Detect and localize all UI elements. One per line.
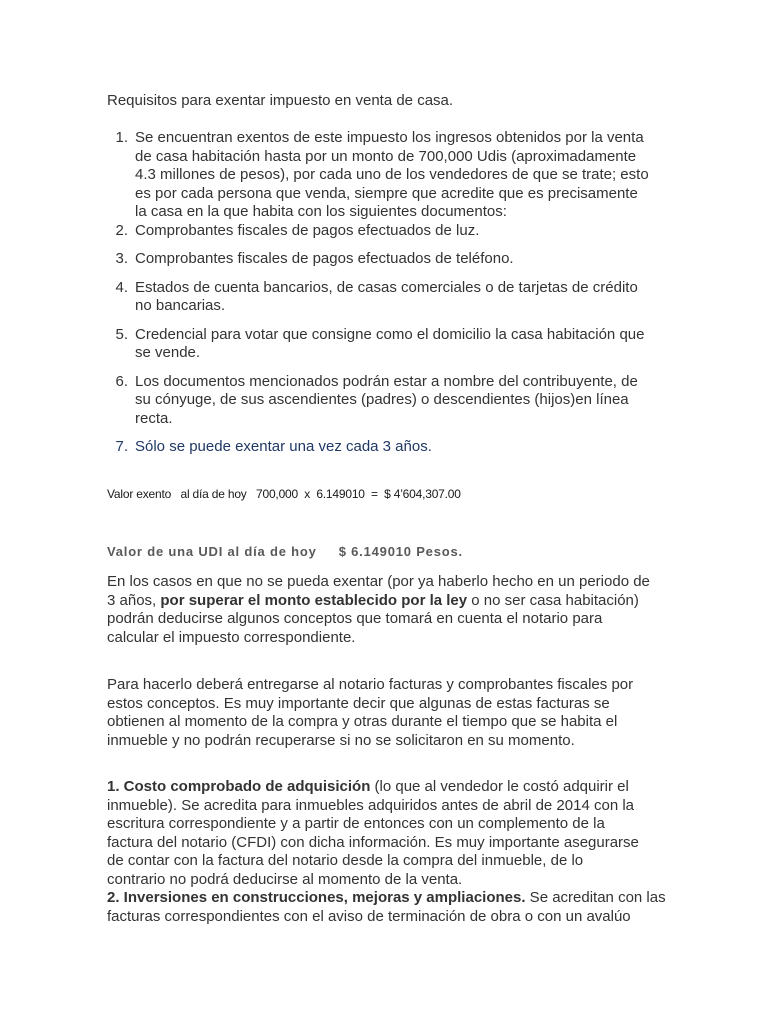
paragraph-line: de contar con la factura del notario desde la compra del inmueble, de lo [107, 852, 584, 869]
paragraph-line [107, 592, 650, 611]
deductions-paragraph [107, 778, 666, 926]
requirement-item-6 [107, 373, 667, 429]
requirement-item-3 [107, 250, 667, 269]
exempt-value-line: Valor exento al día de hoy 700,000 x 6.149010 = $ 4’604,307.00 [107, 487, 461, 501]
requirement-text-line: es por cada persona que venda, siempre que acredite que es precisamente [135, 184, 638, 202]
requirement-text-line: Credencial para votar que consigne como el domicilio la casa habitación que [135, 325, 645, 343]
requirement-text-line: de casa habitación hasta por un monto de 700,000 Udis (aproximadamente [135, 147, 637, 165]
invoices-paragraph [107, 676, 633, 750]
paragraph-line: estos conceptos. Es muy importante decir que algunas de estas facturas se [107, 694, 610, 712]
paragraph-line: calcular el impuesto correspondiente. [107, 628, 356, 646]
requirement-text-line: se vende. [135, 344, 201, 361]
requirement-item-7 [107, 438, 667, 457]
paragraph-line [107, 889, 666, 908]
requirements-list [107, 129, 667, 467]
requirement-text-line: Los documentos mencionados podrán estar a nombre del contribuyente, de [135, 372, 638, 390]
requirement-text-line: Estados de cuenta bancarios, de casas comerciales o de tarjetas de crédito [135, 278, 638, 296]
no-exemption-paragraph [107, 573, 650, 647]
paragraph-line: podrán deducirse algunos conceptos que tomará en cuenta el notario para [107, 610, 603, 627]
line-text: o no ser casa habitación) [467, 591, 639, 609]
requirement-number: 1. [115, 129, 128, 146]
requirement-text-line: la casa en la que habita con los siguientes documentos: [135, 203, 507, 220]
line-text: 3 años, [107, 591, 161, 609]
requirement-item-4 [107, 279, 667, 316]
requirement-text-line: no bancarias. [135, 297, 226, 314]
udi-value-line: Valor de una UDI al día de hoy $ 6.149010 Pesos. [107, 544, 463, 559]
paragraph-line: En los casos en que no se pueda exentar (por ya haberlo hecho en un periodo de [107, 573, 650, 590]
requirement-text-line: Se encuentran exentos de este impuesto los ingresos obtenidos por la venta [135, 129, 644, 146]
requirement-text-line: 4.3 millones de pesos), por cada uno de los vendedores de que se trate; esto [135, 166, 649, 183]
bold-phrase: 2. Inversiones en construcciones, mejoras y ampliaciones. [107, 889, 526, 906]
paragraph-line [107, 778, 666, 797]
paragraph-line: inmueble y no podrán recuperarse si no se solicitaron en su momento. [107, 731, 575, 749]
paragraph-line: Para hacerlo deberá entregarse al notario facturas y comprobantes fiscales por [107, 676, 634, 693]
requirement-number: 4. [115, 278, 128, 296]
paragraph-line: escritura correspondiente y a partir de entonces con un complemento de la [107, 815, 605, 832]
document-heading: Requisitos para exentar impuesto en venta de casa. [107, 92, 454, 109]
bold-phrase: por superar el monto establecido por la ley [160, 591, 468, 609]
requirement-item-2 [107, 222, 667, 241]
requirement-number: 5. [115, 325, 128, 343]
requirement-number: 2. [115, 221, 128, 239]
requirement-number: 7. [115, 438, 128, 455]
requirement-text-line: Sólo se puede exentar una vez cada 3 años. [135, 438, 432, 455]
paragraph-line: facturas correspondientes con el aviso de terminación de obra o con un avalúo [107, 907, 631, 925]
requirement-text-line: Comprobantes fiscales de pagos efectuados de teléfono. [135, 250, 514, 267]
requirement-text-line: su cónyuge, de sus ascendientes (padres) o descendientes (hijos)en línea [135, 391, 629, 408]
paragraph-line: factura del notario (CFDI) con dicha información. Es muy importante asegurarse [107, 833, 639, 851]
requirement-text-line: Comprobantes fiscales de pagos efectuados de luz. [135, 221, 480, 239]
requirement-item-1 [107, 129, 667, 222]
requirement-item-5 [107, 326, 667, 363]
paragraph-line: inmueble). Se acredita para inmuebles adquiridos antes de abril de 2014 con la [107, 796, 634, 814]
bold-phrase: 1. Costo comprobado de adquisición [107, 778, 371, 795]
requirement-number: 3. [115, 250, 128, 267]
paragraph-line: contrario no podrá deducirse al momento de la venta. [107, 870, 463, 888]
line-text: (lo que al vendedor le costó adquirir el [370, 778, 629, 795]
paragraph-line: obtienen al momento de la compra y otras durante el tiempo que se habita el [107, 713, 618, 730]
requirement-text-line: recta. [135, 409, 173, 427]
line-text: Se acreditan con las [525, 889, 666, 906]
requirement-number: 6. [115, 372, 128, 390]
